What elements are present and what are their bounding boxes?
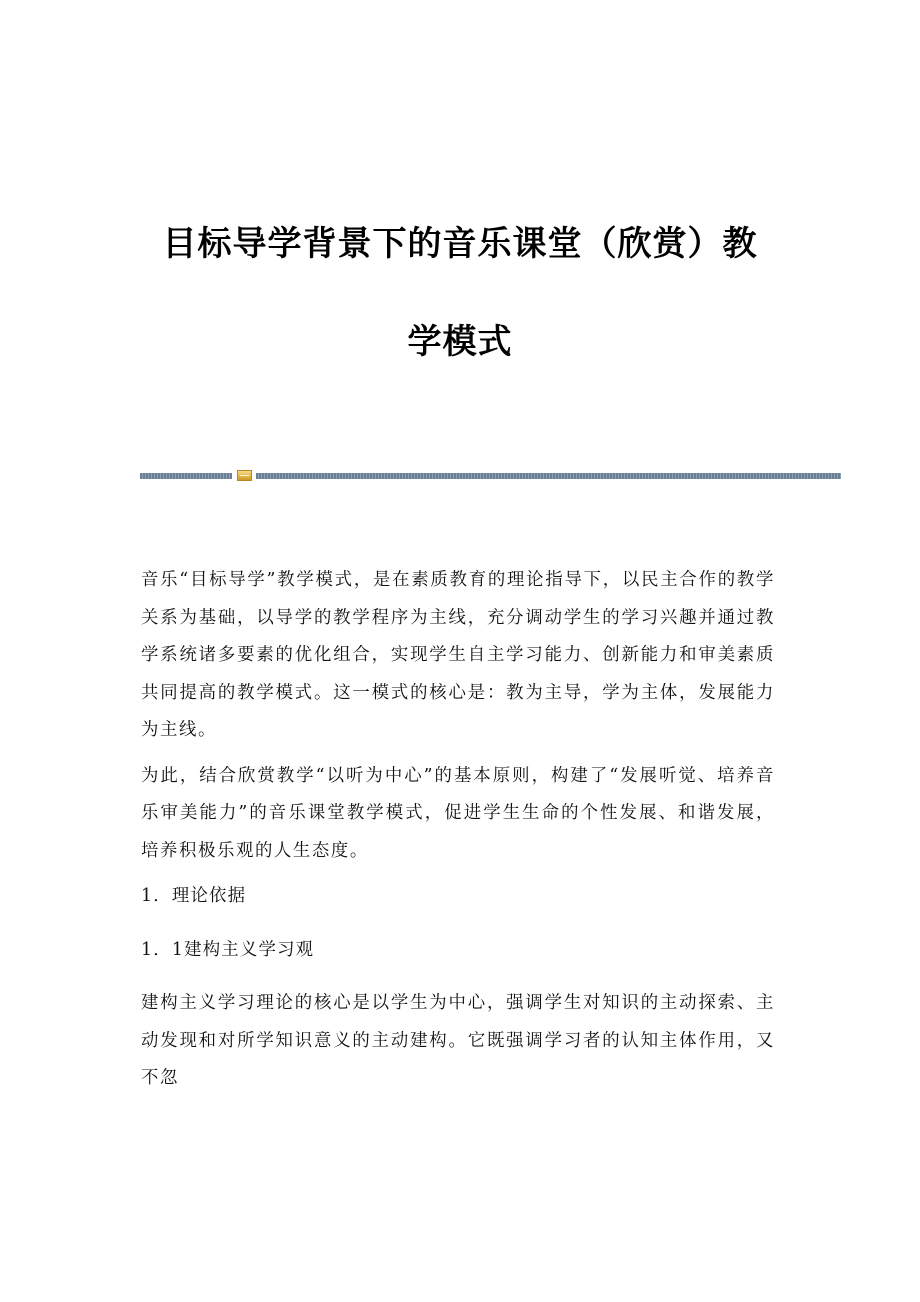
document-title-line-2: 学模式 bbox=[407, 322, 513, 362]
body-paragraph-2: 为此，结合欣赏教学“以听为中心”的基本原则，构建了“发展听觉、培养音乐审美能力”的音乐课堂教学模式，促进学生生命的个性发展、和谐发展，培养积极乐观的人生态度。 bbox=[141, 765, 775, 861]
body-paragraph-1: 音乐“目标导学”教学模式，是在素质教育的理论指导下，以民主合作的教学关系为基础，以导学的教学程序为主线，充分调动学生的学习兴趣并通过教学系统诸多要素的优化组合，实现学生自主学习能力、创新能力和审美素质共同提高的教学模式。这一模式的核心是：教为主导，学为主体，发展能力为主线。 bbox=[141, 570, 775, 740]
document-body bbox=[141, 562, 775, 1106]
title-divider bbox=[140, 470, 841, 482]
subsection-heading: 1．1建构主义学习观 bbox=[141, 939, 315, 960]
document-title-line-1: 目标导学背景下的音乐课堂（欣赏）教 bbox=[162, 224, 758, 264]
subsection-paragraph: 建构主义学习理论的核心是以学生为中心，强调学生对知识的主动探索、主动发现和对所学知识意义的主动建构。它既强调学习者的认知主体作用，又不忽 bbox=[141, 993, 775, 1088]
divider-bar-left bbox=[140, 473, 232, 479]
ornament-emblem-icon bbox=[237, 470, 252, 481]
section-heading: 1．理论依据 bbox=[141, 886, 247, 906]
divider-bar-right bbox=[256, 473, 841, 479]
